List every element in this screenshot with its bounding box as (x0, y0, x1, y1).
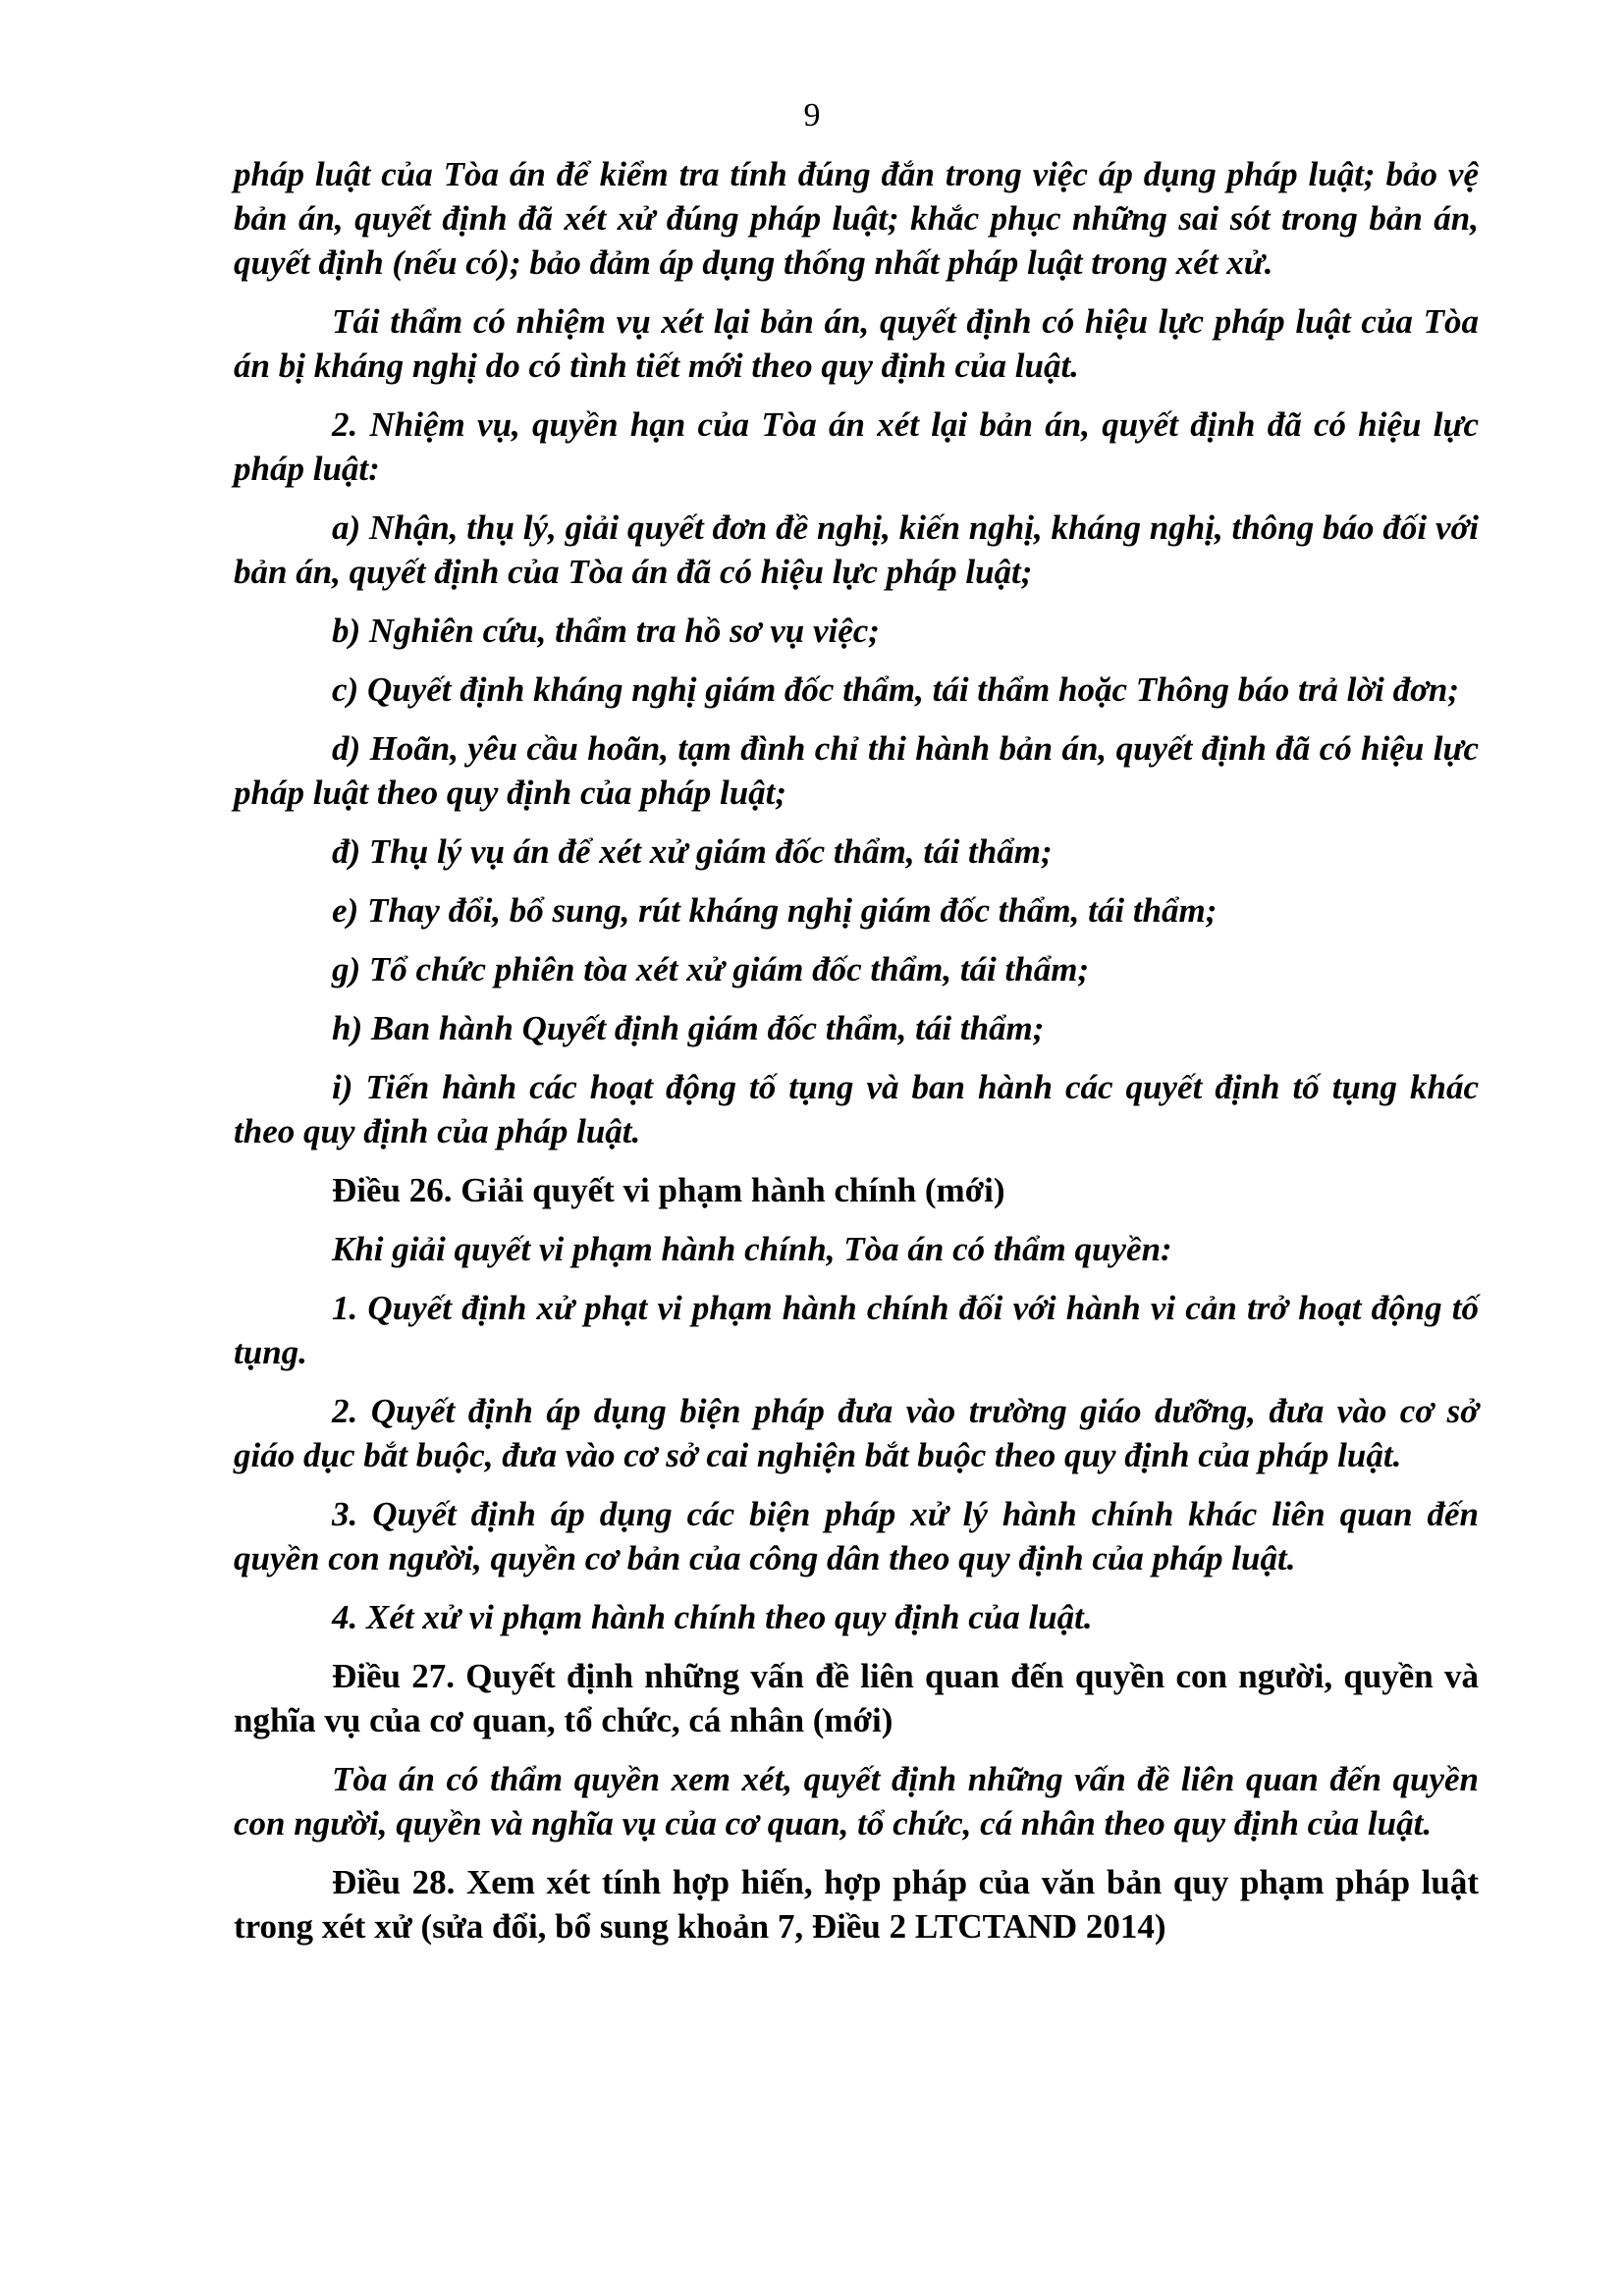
paragraph-continuation: pháp luật của Tòa án để kiểm tra tính đúng đắn trong việc áp dụng pháp luật; bảo vệ bản án, quyết định đã xét xử đúng pháp luật; khắc phục những sai sót trong bản án, quyết định (nếu có); bảo đảm áp dụng thống nhất pháp luật trong xét xử. (234, 155, 1479, 282)
article-26-clause-3: 3. Quyết định áp dụng các biện pháp xử lý hành chính khác liên quan đến quyền con người, quyền cơ bản của công dân theo quy định của pháp luật. (234, 1495, 1479, 1577)
article-27-heading: Điều 27. Quyết định những vấn đề liên quan đến quyền con người, quyền và nghĩa vụ của cơ quan, tổ chức, cá nhân (mới) (234, 1657, 1479, 1739)
article-26-clause-2: 2. Quyết định áp dụng biện pháp đưa vào trường giáo dưỡng, đưa vào cơ sở giáo dục bắt buộc, đưa vào cơ sở cai nghiện bắt buộc theo quy định của pháp luật. (234, 1392, 1479, 1474)
list-item-h: h) Ban hành Quyết định giám đốc thẩm, tái thẩm; (332, 1009, 1045, 1047)
article-27-body: Tòa án có thẩm quyền xem xét, quyết định những vấn đề liên quan đến quyền con người, quyền và nghĩa vụ của cơ quan, tổ chức, cá nhân theo quy định của luật. (234, 1760, 1479, 1842)
article-26-intro: Khi giải quyết vi phạm hành chính, Tòa án có thẩm quyền: (332, 1230, 1172, 1268)
list-item-a: a) Nhận, thụ lý, giải quyết đơn đề nghị, kiến nghị, kháng nghị, thông báo đối với bản án, quyết định của Tòa án đã có hiệu lực pháp luật; (234, 508, 1479, 591)
list-item-c: c) Quyết định kháng nghị giám đốc thẩm, tái thẩm hoặc Thông báo trả lời đơn; (332, 670, 1460, 709)
list-item-dd: đ) Thụ lý vụ án để xét xử giám đốc thẩm, tái thẩm; (332, 832, 1053, 871)
page-number: 9 (803, 97, 821, 133)
article-26-clause-1: 1. Quyết định xử phạt vi phạm hành chính đối với hành vi cản trở hoạt động tố tụng. (234, 1289, 1479, 1371)
list-item-d: d) Hoãn, yêu cầu hoãn, tạm đình chỉ thi hành bản án, quyết định đã có hiệu lực pháp luật theo quy định của pháp luật; (234, 729, 1479, 812)
list-item-g: g) Tổ chức phiên tòa xét xử giám đốc thẩm, tái thẩm; (332, 950, 1090, 988)
list-item-e: e) Thay đổi, bổ sung, rút kháng nghị giám đốc thẩm, tái thẩm; (332, 891, 1218, 930)
article-26-heading: Điều 26. Giải quyết vi phạm hành chính (mới) (332, 1171, 1005, 1209)
list-item-b: b) Nghiên cứu, thẩm tra hồ sơ vụ việc; (332, 612, 880, 650)
paragraph-clause-2: 2. Nhiệm vụ, quyền hạn của Tòa án xét lại bản án, quyết định đã có hiệu lực pháp luật: (234, 405, 1479, 488)
article-28-heading: Điều 28. Xem xét tính hợp hiến, hợp pháp của văn bản quy phạm pháp luật trong xét xử (sửa đổi, bổ sung khoản 7, Điều 2 LTCTAND 2014) (234, 1863, 1479, 1946)
document-body (234, 152, 1479, 1963)
paragraph-retrial-duty: Tái thẩm có nhiệm vụ xét lại bản án, quyết định có hiệu lực pháp luật của Tòa án bị kháng nghị do có tình tiết mới theo quy định của luật. (234, 302, 1479, 385)
list-item-i: i) Tiến hành các hoạt động tố tụng và ban hành các quyết định tố tụng khác theo quy định của pháp luật. (234, 1068, 1479, 1150)
article-26-clause-4: 4. Xét xử vi phạm hành chính theo quy định của luật. (332, 1598, 1093, 1636)
